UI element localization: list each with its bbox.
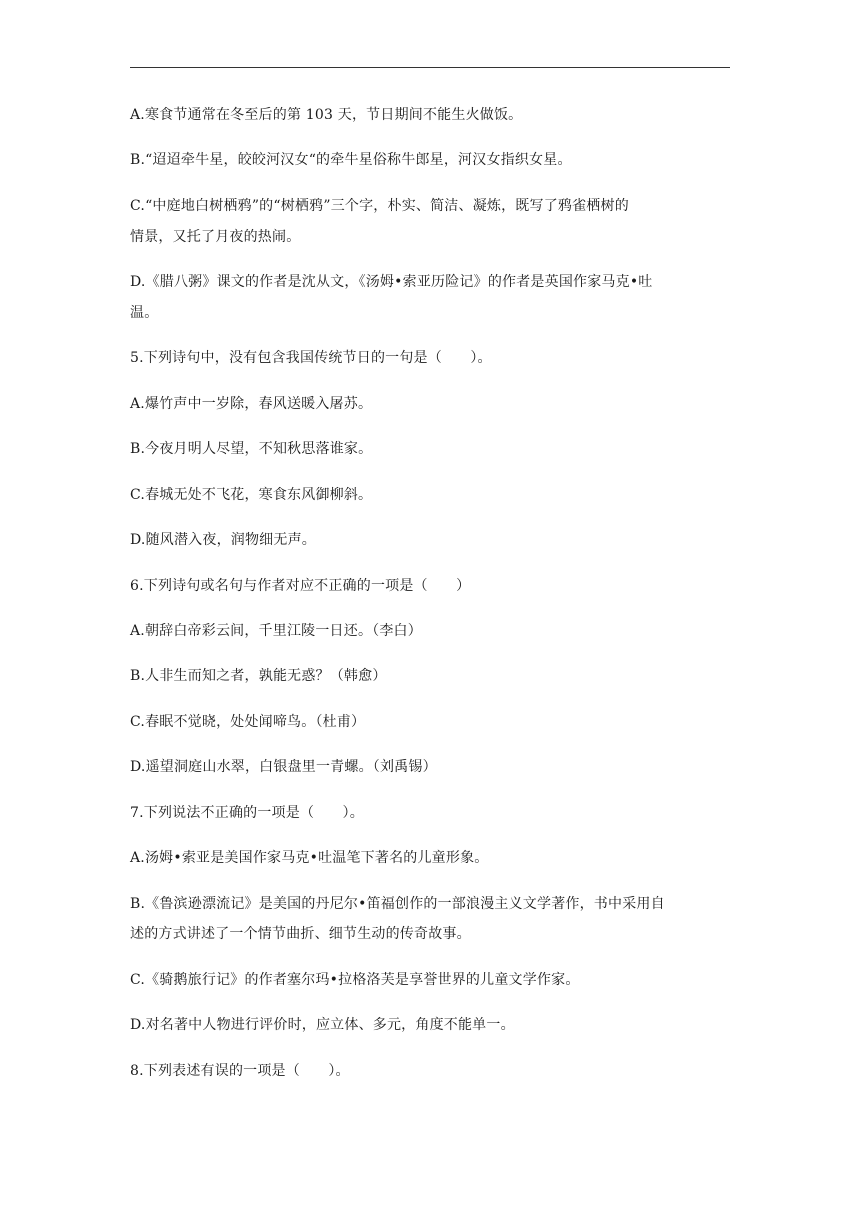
q7-option-a: A.汤姆•索亚是美国作家马克•吐温笔下著名的儿童形象。 xyxy=(130,850,489,866)
q7-option-b-line1: B.《鲁滨逊漂流记》是美国的丹尼尔•笛福创作的一部浪漫主义文学著作，书中采用自 xyxy=(130,896,665,912)
q4-option-d-line1: D.《腊八粥》课文的作者是沈从文，《汤姆•索亚历险记》的作者是英国作家马克•吐 xyxy=(130,274,653,290)
q7-option-d: D.对名著中人物进行评价时，应立体、多元，角度不能单一。 xyxy=(130,1017,515,1033)
q4-option-b: B.“迢迢牵牛星，皎皎河汉女“的牵牛星俗称牛郎星，河汉女指织女星。 xyxy=(130,152,572,168)
q7-option-c: C.《骑鹅旅行记》的作者塞尔玛•拉格洛芙是享誉世界的儿童文学作家。 xyxy=(130,972,580,988)
q5-stem: 5.下列诗句中，没有包含我国传统节日的一句是（ ）。 xyxy=(130,350,492,366)
q4-option-d-line2: 温。 xyxy=(130,305,159,321)
q6-option-c: C.春眠不觉晓，处处闻啼鸟。（杜甫） xyxy=(130,714,366,730)
q5-option-c: C.春城无处不飞花，寒食东风御柳斜。 xyxy=(130,487,373,503)
q8-stem: 8.下列表述有误的一项是（ ）。 xyxy=(130,1063,350,1079)
q6-option-d: D.遥望洞庭山水翠，白银盘里一青螺。（刘禹锡） xyxy=(130,759,437,775)
q5-option-a: A.爆竹声中一岁除，春风送暖入屠苏。 xyxy=(130,396,373,412)
q6-option-b: B.人非生而知之者，孰能无惑？（韩愈） xyxy=(130,668,387,684)
q5-option-b: B.今夜月明人尽望，不知秋思落谁家。 xyxy=(130,441,373,457)
q4-option-c-line2: 情景，又托了月夜的热闹。 xyxy=(130,229,301,245)
q5-option-d: D.随风潜入夜，润物细无声。 xyxy=(130,532,316,548)
header-rule xyxy=(130,67,730,68)
q4-option-a: A.寒食节通常在冬至后的第 103 天，节日期间不能生火做饭。 xyxy=(130,107,523,123)
q7-stem: 7.下列说法不正确的一项是（ ）。 xyxy=(130,805,364,821)
q6-stem: 6.下列诗句或名句与作者对应不正确的一项是（ ） xyxy=(130,578,471,594)
q6-option-a: A.朝辞白帝彩云间，千里江陵一日还。（李白） xyxy=(130,623,422,639)
q7-option-b-line2: 述的方式讲述了一个情节曲折、细节生动的传奇故事。 xyxy=(130,926,471,942)
q4-option-c-line1: C.“中庭地白树栖鸦”的“树栖鸦”三个字，朴实、简洁、凝炼，既写了鸦雀栖树的 xyxy=(130,198,629,214)
